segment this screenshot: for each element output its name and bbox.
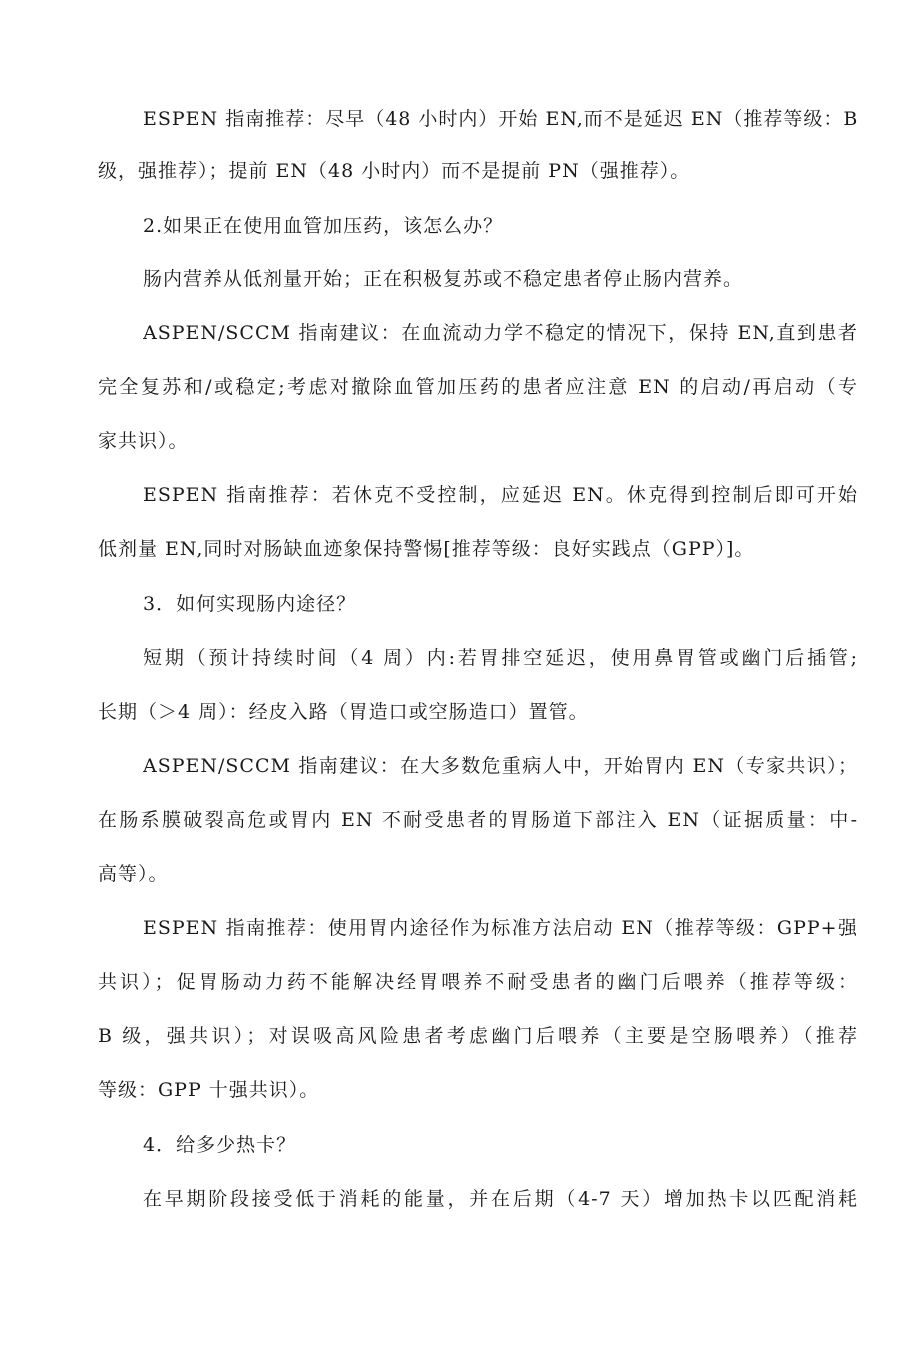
paragraph-line: 肠内营养从低剂量开始；正在积极复苏或不稳定患者停止肠内营养。 [143, 268, 744, 290]
section-heading: 3．如何实现肠内途径？ [143, 593, 357, 615]
paragraph-line: ASPEN/SCCM 指南建议：在大多数危重病人中，开始胃内 EN（专家共识）； [143, 755, 858, 777]
paragraph-line: 等级：GPP 十强共识）。 [98, 1079, 320, 1101]
paragraph-line: 长期（＞4 周）：经皮入路（胃造口或空肠造口）置管。 [98, 701, 589, 723]
paragraph-line: 高等）。 [98, 863, 169, 885]
paragraph-line: 共识）；促胃肠动力药不能解决经胃喂养不耐受患者的幽门后喂养（推荐等级： [98, 971, 858, 993]
paragraph-line: 短期（预计持续时间（4 周）内:若胃排空延迟，使用鼻胃管或幽门后插管; [143, 647, 858, 669]
paragraph-line: ESPEN 指南推荐：尽早（48 小时内）开始 EN,而不是延迟 EN（推荐等级：B [143, 108, 858, 130]
paragraph-line: 家共识）。 [98, 430, 189, 452]
paragraph-line: ASPEN/SCCM 指南建议：在血流动力学不稳定的情况下，保持 EN,直到患者 [143, 322, 858, 344]
paragraph-line: ESPEN 指南推荐：使用胃内途径作为标准方法启动 EN（推荐等级：GPP+强 [143, 917, 858, 939]
paragraph-line: ESPEN 指南推荐：若休克不受控制，应延迟 EN。休克得到控制后即可开始 [143, 484, 858, 506]
section-heading: 4．给多少热卡？ [143, 1134, 297, 1156]
paragraph-line: 低剂量 EN,同时对肠缺血迹象保持警惕[推荐等级：良好实践点（GPP）]。 [98, 538, 755, 560]
paragraph-line: B 级，强共识）；对误吸高风险患者考虑幽门后喂养（主要是空肠喂养）（推荐 [98, 1025, 858, 1047]
section-heading: 2.如果正在使用血管加压药，该怎么办？ [143, 215, 504, 237]
paragraph-line: 在肠系膜破裂高危或胃内 EN 不耐受患者的胃肠道下部注入 EN（证据质量：中- [98, 809, 858, 831]
paragraph-line: 级，强推荐）；提前 EN（48 小时内）而不是提前 PN（强推荐）。 [98, 160, 691, 182]
paragraph-line: 在早期阶段接受低于消耗的能量，并在后期（4-7 天）增加热卡以匹配消耗 [143, 1188, 858, 1210]
paragraph-line: 完全复苏和/或稳定;考虑对撤除血管加压药的患者应注意 EN 的启动/再启动（专 [98, 376, 858, 398]
